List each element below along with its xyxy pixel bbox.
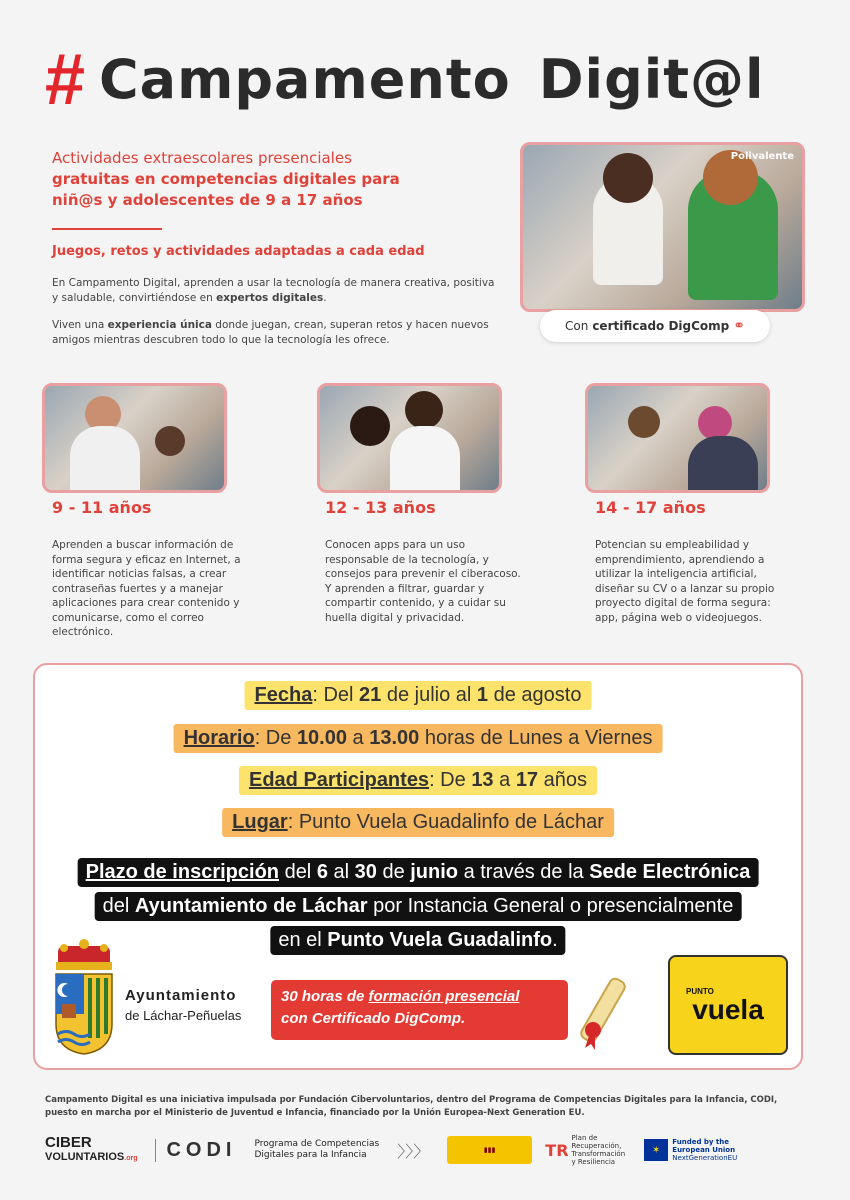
footer-note: Campamento Digital es una iniciativa impulsada por Fundación Cibervoluntarios, dentro del Programa de Competencias Digitales para la Infancia, CODI, puesto en marcha por el Ministerio de Juventud e Infancia, financiado por la Unión Europea-Next Generation EU. — [45, 1095, 778, 1118]
cibervoluntarios-logo: CIBER VOLUNTARIOS.org — [45, 1133, 138, 1163]
arrows-icon: 〉〉〉 — [397, 1141, 430, 1161]
photo-sign-text: Polivalente — [730, 151, 794, 162]
intro-subheading — [52, 148, 452, 211]
ayuntamiento-name: Ayuntamiento de Láchar-Peñuelas — [125, 987, 242, 1023]
title-word-campamento: Campamento — [99, 48, 511, 111]
divider — [52, 228, 162, 230]
codi-logo: CODI — [155, 1139, 236, 1162]
age-photo-14-17 — [585, 383, 770, 493]
age-text-9-11: Aprenden a buscar información de forma segura y eficaz en Internet, a identificar noticias falsas, a crear contraseñas fuertes y a manejar aplicaciones para crear contenido y comunicarse, como el correo electrónico. — [52, 539, 241, 638]
age-label-14-17: 14 - 17 años — [595, 498, 706, 517]
lugar-line: Lugar: Punto Vuela Guadalinfo de Láchar — [222, 808, 614, 837]
plazo-line-3: en el Punto Vuela Guadalinfo. — [270, 926, 565, 955]
age-label-9-11: 9 - 11 años — [52, 498, 152, 517]
diploma-scroll-icon — [575, 972, 635, 1052]
hashtag-symbol: # — [45, 40, 86, 120]
edad-line: Edad Participantes: De 13 a 17 años — [239, 766, 597, 795]
eu-flag-icon: ✶ — [644, 1139, 668, 1161]
plazo-line-2: del Ayuntamiento de Láchar por Instancia General o presencialmente — [95, 892, 742, 921]
plan-recuperacion-logo: TR Plan de Recuperación, Transformación y Resiliencia — [545, 1134, 626, 1166]
age-text-12-13: Conocen apps para un uso responsable de la tecnología, y consejos para prevenir el ciberacoso. Y aprenden a filtrar, guardar y compartir contenido, y a cuidar su huella digital y privacidad. — [325, 539, 521, 624]
main-photo — [520, 142, 805, 312]
eu-funded-logo: ✶ Funded by the European Union NextGenerationEU — [638, 1136, 743, 1164]
certificate-pill: Con certificado DigComp ⚭ — [540, 310, 770, 342]
codi-description: Programa de Competencias Digitales para la Infancia — [254, 1139, 380, 1160]
horario-line: Horario: De 10.00 a 13.00 horas de Lunes a Viernes — [174, 724, 663, 753]
page-title — [45, 40, 805, 120]
age-photo-9-11 — [42, 383, 227, 493]
intro-paragraph-2: Viven una experiencia única donde juegan, crean, superan retos y hacen nuevos amigos mientras descubren todo lo que la tecnología les ofrece. — [52, 319, 489, 346]
plazo-line-1: Plazo de inscripción del 6 al 30 de junio a través de la Sede Electrónica — [78, 858, 759, 887]
age-photo-12-13 — [317, 383, 502, 493]
gobierno-espana-logo: ▮▮▮ — [447, 1136, 532, 1164]
title-word-digital: Digit@l — [538, 48, 765, 111]
intro-line-3: niñ@s y adolescentes de 9 a 17 años — [52, 191, 363, 209]
paperclip-icon: ⚭ — [733, 318, 745, 334]
sponsor-logos — [45, 1130, 805, 1170]
age-label-12-13: 12 - 13 años — [325, 498, 436, 517]
formacion-badge: 30 horas de formación presencial con Certificado DigComp. — [271, 980, 568, 1040]
punto-vuela-logo: PUNTO vuela — [668, 955, 788, 1055]
intro-paragraph-1: En Campamento Digital, aprenden a usar la tecnología de manera creativa, positiva y saludable, convirtiéndose en expertos digitales. — [52, 277, 495, 304]
intro-line-2: gratuitas en competencias digitales para — [52, 170, 400, 188]
activities-heading: Juegos, retos y actividades adaptadas a cada edad — [52, 244, 425, 259]
coat-of-arms-icon — [50, 938, 118, 1056]
intro-line-1: Actividades extraescolares presenciales — [52, 149, 352, 167]
age-text-14-17: Potencian su empleabilidad y emprendimiento, aprendiendo a utilizar la inteligencia artificial, diseñar su CV o a lanzar su propio proyecto digital de forma segura: app, página web o videojuegos. — [595, 539, 775, 624]
fecha-line: Fecha: Del 21 de julio al 1 de agosto — [245, 681, 592, 710]
